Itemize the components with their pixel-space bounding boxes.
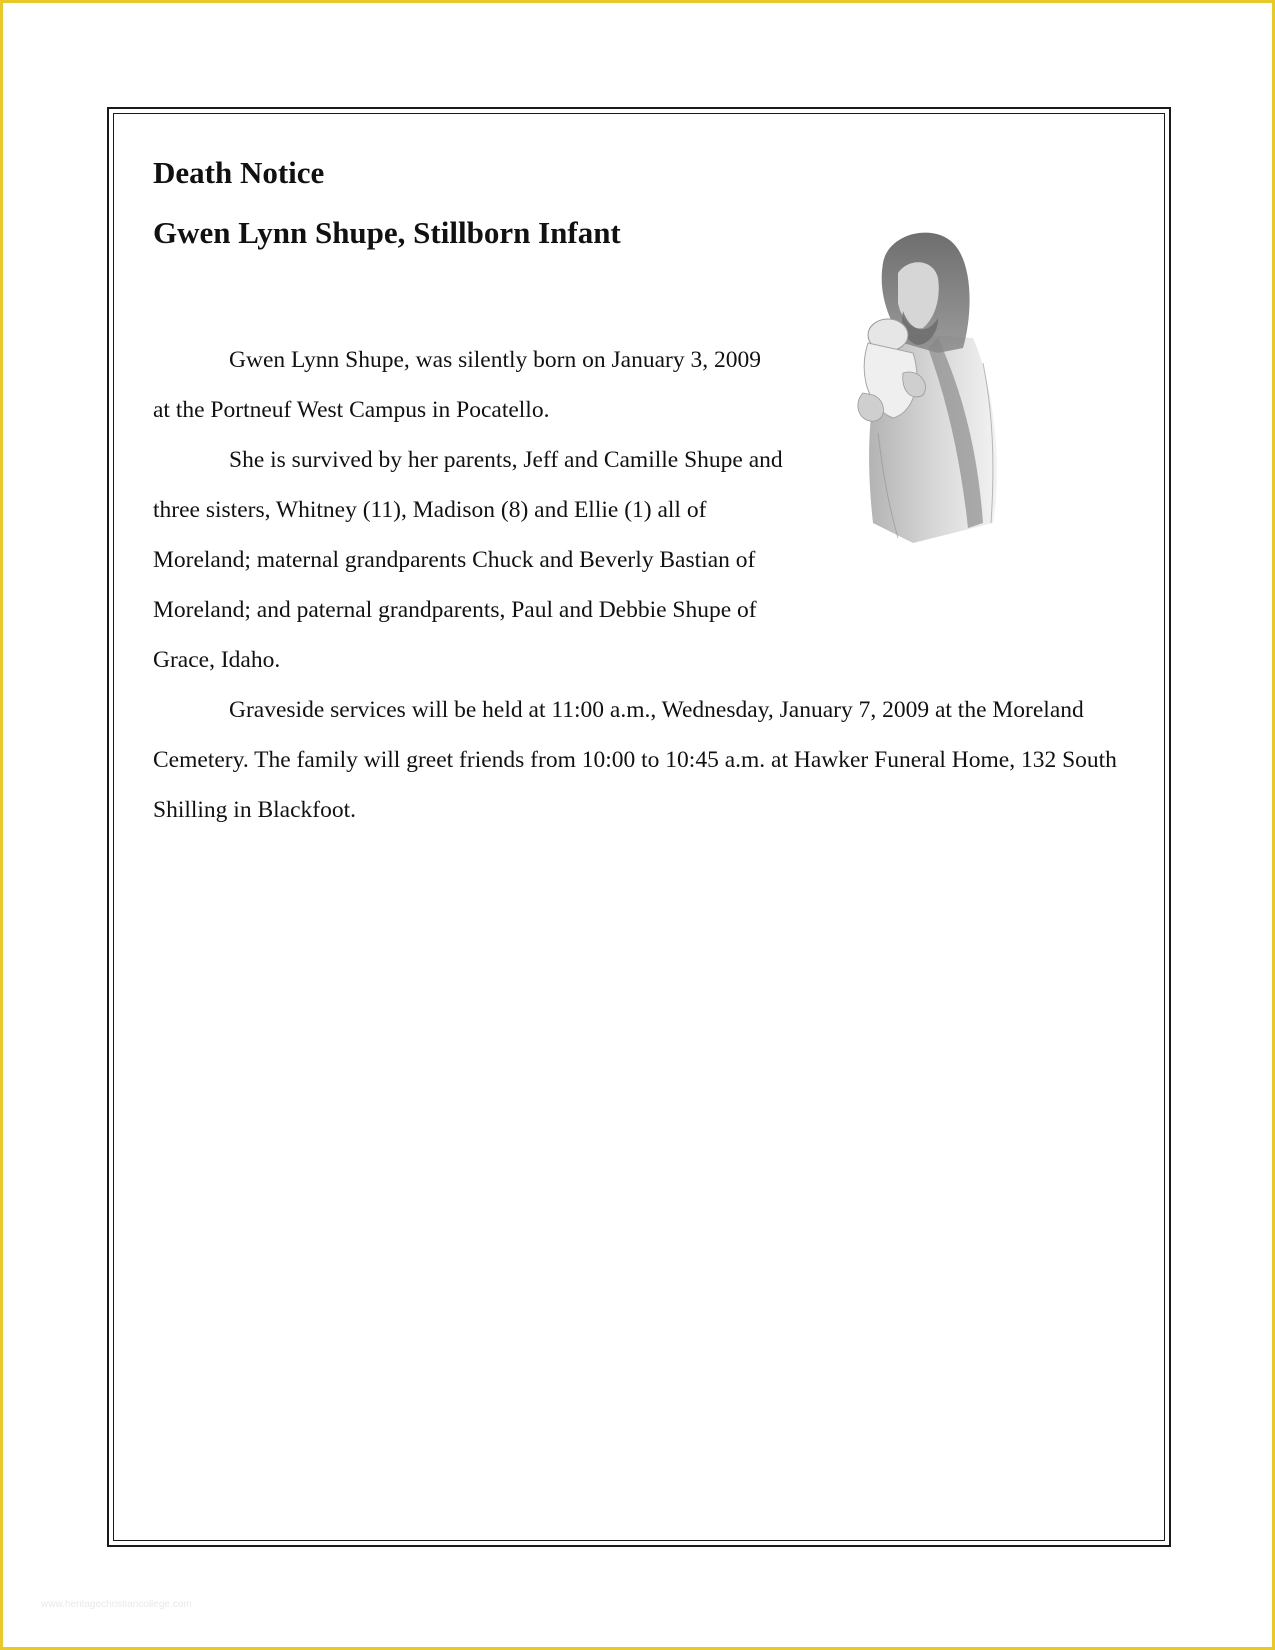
paragraph-birth: Gwen Lynn Shupe, was silently born on January 3, 2009 at the Portneuf West Campus in Pocatello. bbox=[153, 347, 761, 423]
notice-subtitle: Gwen Lynn Shupe, Stillborn Infant bbox=[153, 215, 621, 250]
paragraph-survivors: She is survived by her parents, Jeff and Camille Shupe and three sisters, Whitney (11), Madison (8) and Ellie (1) all of Moreland; maternal grandparents Chuck and Beverly Bastian of Moreland; and paternal grandparents, Paul and Debbie Shupe of Grace, Idaho. bbox=[153, 447, 783, 673]
notice-title: Death Notice bbox=[153, 155, 325, 190]
watermark: www.heritagechristiancollege.com bbox=[41, 1599, 192, 1610]
paragraph-services: Graveside services will be held at 11:00 a.m., Wednesday, January 7, 2009 at the Moreland Cemetery. The family will greet friends from 10:00 to 10:45 a.m. at Hawker Funeral Home, 132 South Shilling in Blackfoot. bbox=[153, 697, 1117, 823]
pencil-sketch-figure-holding-infant-icon bbox=[843, 223, 1023, 553]
